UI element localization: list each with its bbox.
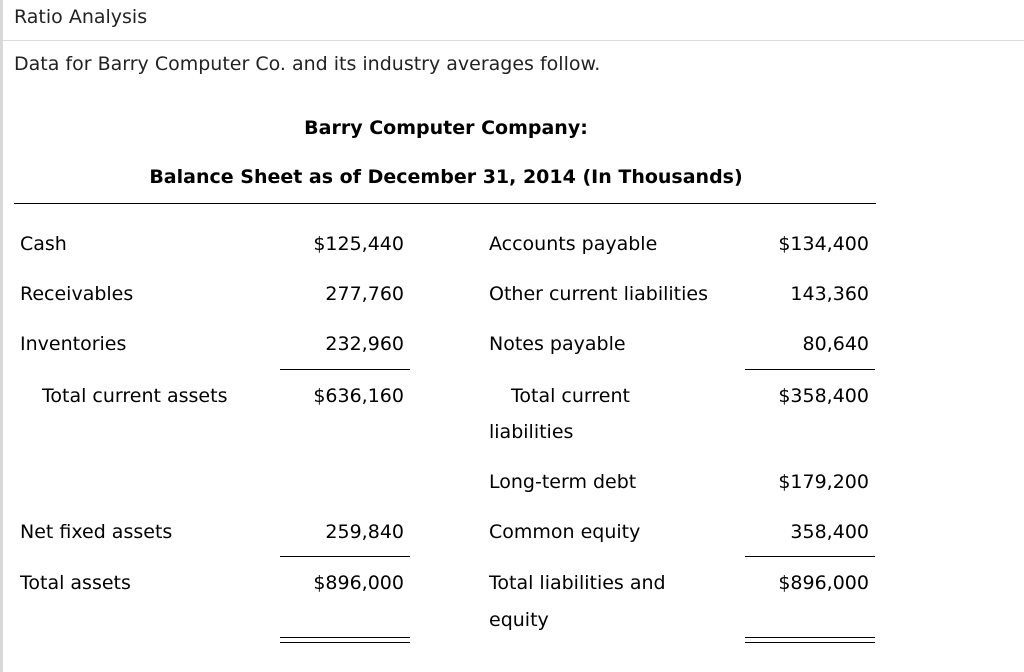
value-total-current-assets: $636,160 bbox=[313, 385, 404, 407]
subtotal-rule-fixed-assets bbox=[280, 556, 410, 557]
value-accounts-payable: $134,400 bbox=[778, 233, 869, 255]
value-cash: $125,440 bbox=[313, 233, 404, 255]
label-long-term-debt: Long-term debt bbox=[489, 471, 637, 493]
double-rule-total-assets bbox=[280, 637, 410, 643]
subtotal-rule-liabilities bbox=[745, 369, 875, 370]
table-top-rule bbox=[14, 203, 876, 204]
value-long-term-debt: $179,200 bbox=[778, 471, 869, 493]
label-total-current-liabilities-line1: Total current bbox=[511, 385, 630, 407]
value-common-equity: 358,400 bbox=[790, 521, 869, 543]
label-other-current-liabilities: Other current liabilities bbox=[489, 283, 708, 305]
value-receivables: 277,760 bbox=[325, 283, 404, 305]
label-total-assets: Total assets bbox=[20, 572, 131, 594]
label-cash: Cash bbox=[20, 233, 67, 255]
value-net-fixed-assets: 259,840 bbox=[325, 521, 404, 543]
label-receivables: Receivables bbox=[20, 283, 134, 305]
left-border bbox=[0, 0, 3, 672]
company-title: Barry Computer Company: bbox=[304, 117, 588, 139]
value-total-assets: $896,000 bbox=[313, 572, 404, 594]
label-inventories: Inventories bbox=[20, 333, 127, 355]
label-notes-payable: Notes payable bbox=[489, 333, 626, 355]
label-total-liabilities-equity-line2: equity bbox=[489, 609, 549, 631]
intro-text: Data for Barry Computer Co. and its industry averages follow. bbox=[14, 53, 601, 75]
value-total-current-liabilities: $358,400 bbox=[778, 385, 869, 407]
heading-divider bbox=[3, 40, 1024, 41]
subtotal-rule-assets bbox=[280, 369, 410, 370]
double-rule-total-liabilities bbox=[745, 637, 875, 643]
value-total-liabilities-equity: $896,000 bbox=[778, 572, 869, 594]
value-notes-payable: 80,640 bbox=[802, 333, 869, 355]
subtotal-rule-equity bbox=[745, 556, 875, 557]
label-accounts-payable: Accounts payable bbox=[489, 233, 658, 255]
value-inventories: 232,960 bbox=[325, 333, 404, 355]
balance-sheet-title: Balance Sheet as of December 31, 2014 (In Thousands) bbox=[149, 166, 743, 188]
value-other-current-liabilities: 143,360 bbox=[790, 283, 869, 305]
label-total-current-assets: Total current assets bbox=[42, 385, 228, 407]
label-net-fixed-assets: Net fixed assets bbox=[20, 521, 173, 543]
label-common-equity: Common equity bbox=[489, 521, 641, 543]
label-total-current-liabilities-line2: liabilities bbox=[489, 421, 574, 443]
page-heading: Ratio Analysis bbox=[14, 6, 148, 28]
label-total-liabilities-equity-line1: Total liabilities and bbox=[489, 572, 666, 594]
